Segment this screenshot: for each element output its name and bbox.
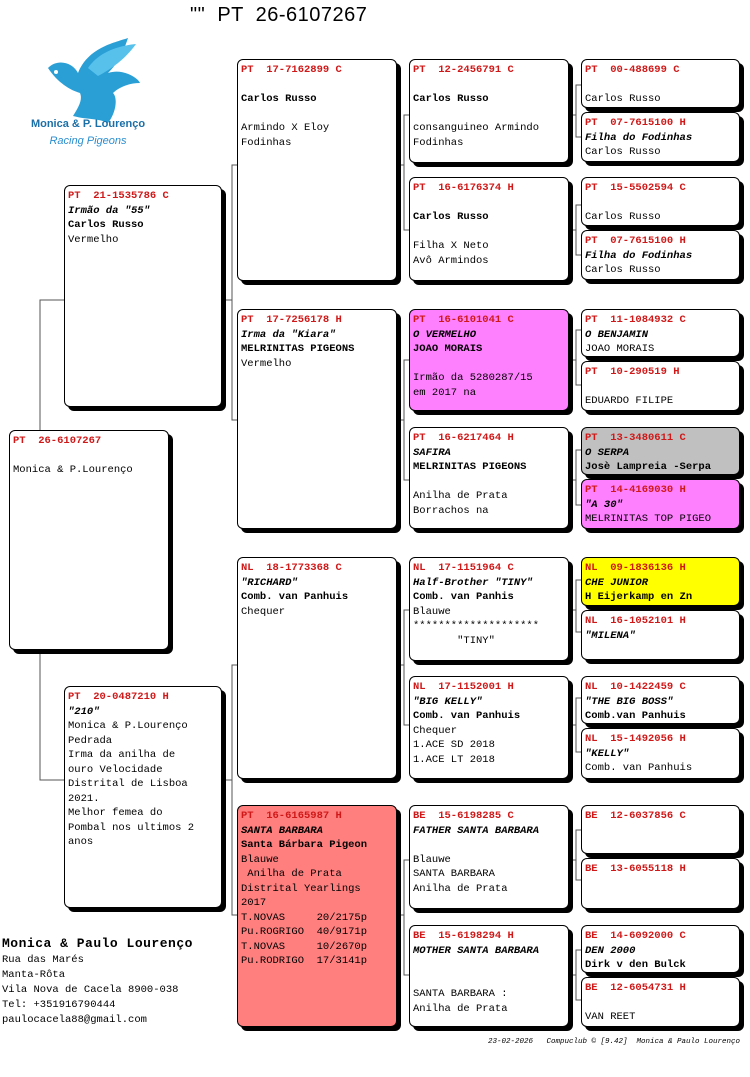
ggp-sdd-card[interactable]: PT 16-6217464 H SAFIRA MELRINITAS PIGEONS Anilha de Prata Borrachos na: [409, 427, 569, 529]
gggp-3-card[interactable]: PT 15-5502594 C Carlos Russo: [581, 177, 740, 226]
gggp-15-card[interactable]: BE 14-6092000 C DEN 2000 Dirk v den Bulck: [581, 925, 740, 973]
gggp-11-card[interactable]: NL 10-1422459 C "THE BIG BOSS" Comb.van Panhuis: [581, 676, 740, 724]
logo-subtitle: Racing Pigeons: [49, 135, 127, 147]
ring-number: PT 26-6107267: [13, 435, 102, 447]
gggp-10-card[interactable]: NL 16-1052101 H "MILENA": [581, 610, 740, 660]
pedigree-title: "" PT 26-6107267: [190, 4, 368, 26]
breeder: Carlos Russo: [68, 219, 144, 231]
logo-title: Monica & P. Lourenço: [30, 118, 146, 130]
ring-number: PT 20-0487210 H: [68, 691, 169, 703]
dam-card[interactable]: PT 20-0487210 H "210" Monica & P.Lourenço Pedrada Irma da anilha de ouro Velocidade Distrital de Lisboa 2021. Melhor femea do Pombal nos ultimos 2 anos: [64, 686, 222, 908]
gggp-2-card[interactable]: PT 07-7615100 H Filha do Fodinhas Carlos Russo: [581, 112, 740, 162]
ggp-sss-card[interactable]: PT 12-2456791 C Carlos Russo consanguineo Armindo Fodinhas: [409, 59, 569, 163]
subject-card[interactable]: [9, 430, 169, 650]
gggp-9-card[interactable]: NL 09-1836136 H CHE JUNIOR H Eijerkamp en Zn: [581, 557, 740, 606]
gggp-7-card[interactable]: PT 13-3480611 C O SERPA Josè Lampreia -Serpa: [581, 427, 740, 475]
pigeon-name: Irmão da "55": [68, 204, 150, 217]
owner: Monica & P.Lourenço: [13, 464, 133, 476]
gggp-12-card[interactable]: NL 15-1492056 H "KELLY" Comb. van Panhuis: [581, 728, 740, 779]
ggp-dss-card[interactable]: NL 17-1151964 C Half-Brother "TINY" Comb. van Panhis Blauwe ******************** "TINY": [409, 557, 569, 661]
email[interactable]: paulocacela88@gmail.com: [2, 1014, 147, 1026]
address-street: Rua das Marés: [2, 954, 84, 966]
ggp-dsd-card[interactable]: NL 17-1152001 H "BIG KELLY" Comb. van Panhuis Chequer 1.ACE SD 2018 1.ACE LT 2018: [409, 676, 569, 779]
gggp-1-card[interactable]: PT 00-488699 C Carlos Russo: [581, 59, 740, 108]
ggp-ddd-card[interactable]: BE 15-6198294 H MOTHER SANTA BARBARA SANTA BARBARA : Anilha de Prata: [409, 925, 569, 1027]
ggp-sds-card[interactable]: PT 16-6101041 C O VERMELHO JOAO MORAIS Irmão da 5280287/15 em 2017 na: [409, 309, 569, 411]
gggp-16-card[interactable]: BE 12-6054731 H VAN REET: [581, 977, 740, 1027]
grandsire-dam-side-card[interactable]: NL 18-1773368 C "RICHARD" Comb. van Panhuis Chequer: [237, 557, 397, 779]
loft-owner-name: Monica & Paulo Lourenço: [2, 936, 193, 951]
granddam-sire-side-card[interactable]: PT 17-7256178 H Irma da "Kiara" MELRINITAS PIGEONS Vermelho: [237, 309, 397, 529]
gggp-13-card[interactable]: BE 12-6037856 C: [581, 805, 740, 854]
phone[interactable]: Tel: +351916790444: [2, 999, 116, 1011]
pigeon-name: "210": [68, 705, 100, 718]
ring-number: PT 21-1535786 C: [68, 190, 169, 202]
granddam-dam-side-card[interactable]: PT 16-6165987 H SANTA BARBARA Santa Bárbara Pigeon Blauwe Anilha de Prata Distrital Yearlings 2017 T.NOVAS 20/2175p Pu.ROGRIGO 40/9171p T.NOVAS 10/2670p Pu.RODRIGO 17/3141p: [237, 805, 397, 1027]
gggp-14-card[interactable]: BE 13-6055118 H: [581, 858, 740, 909]
footer-info: 23-02-2026 Compuclub © [9.42] Monica & Paulo Lourenço: [488, 1038, 741, 1046]
address-city: Vila Nova de Cacela 8900-038: [2, 984, 179, 996]
gggp-6-card[interactable]: PT 10-290519 H EDUARDO FILIPE: [581, 361, 740, 411]
grandsire-sire-side-card[interactable]: PT 17-7162899 C Carlos Russo Armindo X Eloy Fodinhas: [237, 59, 397, 281]
sire-card[interactable]: PT 21-1535786 C Irmão da "55" Carlos Russo Vermelho: [64, 185, 222, 407]
contact-block: [2, 935, 193, 1028]
ggp-ssd-card[interactable]: PT 16-6176374 H Carlos Russo Filha X Neto Avô Armindos: [409, 177, 569, 281]
gggp-8-card[interactable]: PT 14-4169030 H "A 30" MELRINITAS TOP PIGEO: [581, 479, 740, 529]
ggp-dds-card[interactable]: BE 15-6198285 C FATHER SANTA BARBARA Blauwe SANTA BARBARA Anilha de Prata: [409, 805, 569, 909]
gggp-4-card[interactable]: PT 07-7615100 H Filha do Fodinhas Carlos Russo: [581, 230, 740, 280]
address-area: Manta-Rôta: [2, 969, 66, 981]
gggp-5-card[interactable]: PT 11-1084932 C O BENJAMIN JOAO MORAIS: [581, 309, 740, 357]
